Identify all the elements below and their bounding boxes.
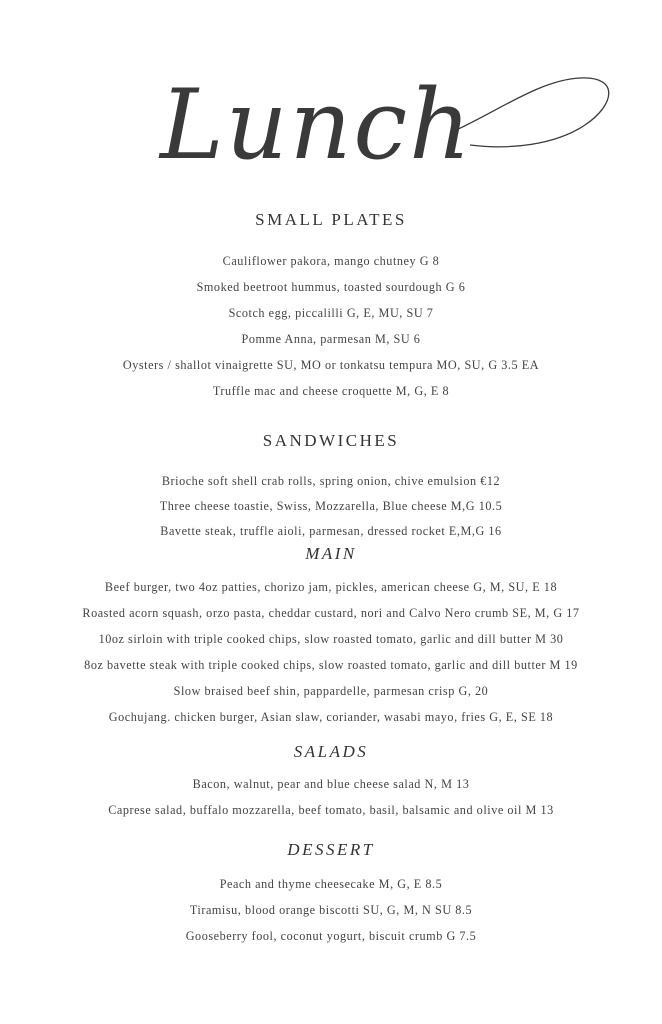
section-heading-sandwiches: SANDWICHES bbox=[262, 431, 400, 450]
menu-item: Oysters / shallot vinaigrette SU, MO or tonkatsu tempura MO, SU, G 3.5 EA bbox=[122, 358, 540, 372]
menu-item: Roasted acorn squash, orzo pasta, cheddar custard, nori and Calvo Nero crumb SE, M, G 17 bbox=[82, 606, 580, 620]
menu-item: Tiramisu, blood orange biscotti SU, G, M, N SU 8.5 bbox=[189, 903, 473, 917]
menu-item: Brioche soft shell crab rolls, spring onion, chive emulsion €12 bbox=[161, 474, 501, 488]
item-list-dessert bbox=[0, 871, 662, 949]
section-small-plates bbox=[0, 210, 662, 404]
menu-item: 8oz bavette steak with triple cooked chips, slow roasted tomato, garlic and dill butter M 19 bbox=[84, 658, 578, 672]
menu-item: Slow braised beef shin, pappardelle, parmesan crisp G, 20 bbox=[173, 684, 489, 698]
menu-item: Smoked beetroot hummus, toasted sourdough G 6 bbox=[196, 280, 466, 294]
menu-item: Truffle mac and cheese croquette M, G, E 8 bbox=[212, 384, 450, 398]
menu-title-block bbox=[0, 50, 662, 180]
section-heading-dessert: DESSERT bbox=[287, 840, 375, 859]
menu-title: Lunch bbox=[160, 69, 473, 180]
section-heading-salads: SALADS bbox=[293, 742, 369, 761]
menu-item: Beef burger, two 4oz patties, chorizo jam, pickles, american cheese G, M, SU, E 18 bbox=[104, 580, 558, 594]
section-main bbox=[0, 544, 662, 730]
menu-item: Caprese salad, buffalo mozzarella, beef tomato, basil, balsamic and olive oil M 13 bbox=[108, 803, 554, 817]
item-list-sandwiches bbox=[0, 469, 662, 544]
item-list-small-plates bbox=[0, 248, 662, 404]
section-sandwiches bbox=[0, 431, 662, 544]
menu-item: 10oz sirloin with triple cooked chips, slow roasted tomato, garlic and dill butter M 30 bbox=[98, 632, 564, 646]
section-dessert bbox=[0, 840, 662, 949]
item-list-main bbox=[0, 574, 662, 730]
section-salads bbox=[0, 742, 662, 823]
menu-item: Gooseberry fool, coconut yogurt, biscuit crumb G 7.5 bbox=[185, 929, 477, 943]
item-list-salads bbox=[0, 771, 662, 823]
section-heading-main: MAIN bbox=[305, 544, 357, 563]
script-title-graphic bbox=[0, 50, 662, 180]
menu-item: Cauliflower pakora, mango chutney G 8 bbox=[222, 254, 440, 268]
menu-item: Peach and thyme cheesecake M, G, E 8.5 bbox=[219, 877, 443, 891]
menu-item: Bavette steak, truffle aioli, parmesan, dressed rocket E,M,G 16 bbox=[160, 524, 502, 538]
title-flourish bbox=[452, 78, 609, 147]
menu-item: Gochujang. chicken burger, Asian slaw, coriander, wasabi mayo, fries G, E, SE 18 bbox=[108, 710, 554, 724]
section-heading-small-plates: SMALL PLATES bbox=[255, 210, 407, 229]
menu-item: Pomme Anna, parmesan M, SU 6 bbox=[241, 332, 421, 346]
menu-item: Scotch egg, piccalilli G, E, MU, SU 7 bbox=[228, 306, 434, 320]
menu-item: Bacon, walnut, pear and blue cheese salad N, M 13 bbox=[192, 777, 470, 791]
menu-item: Three cheese toastie, Swiss, Mozzarella, Blue cheese M,G 10.5 bbox=[159, 499, 503, 513]
